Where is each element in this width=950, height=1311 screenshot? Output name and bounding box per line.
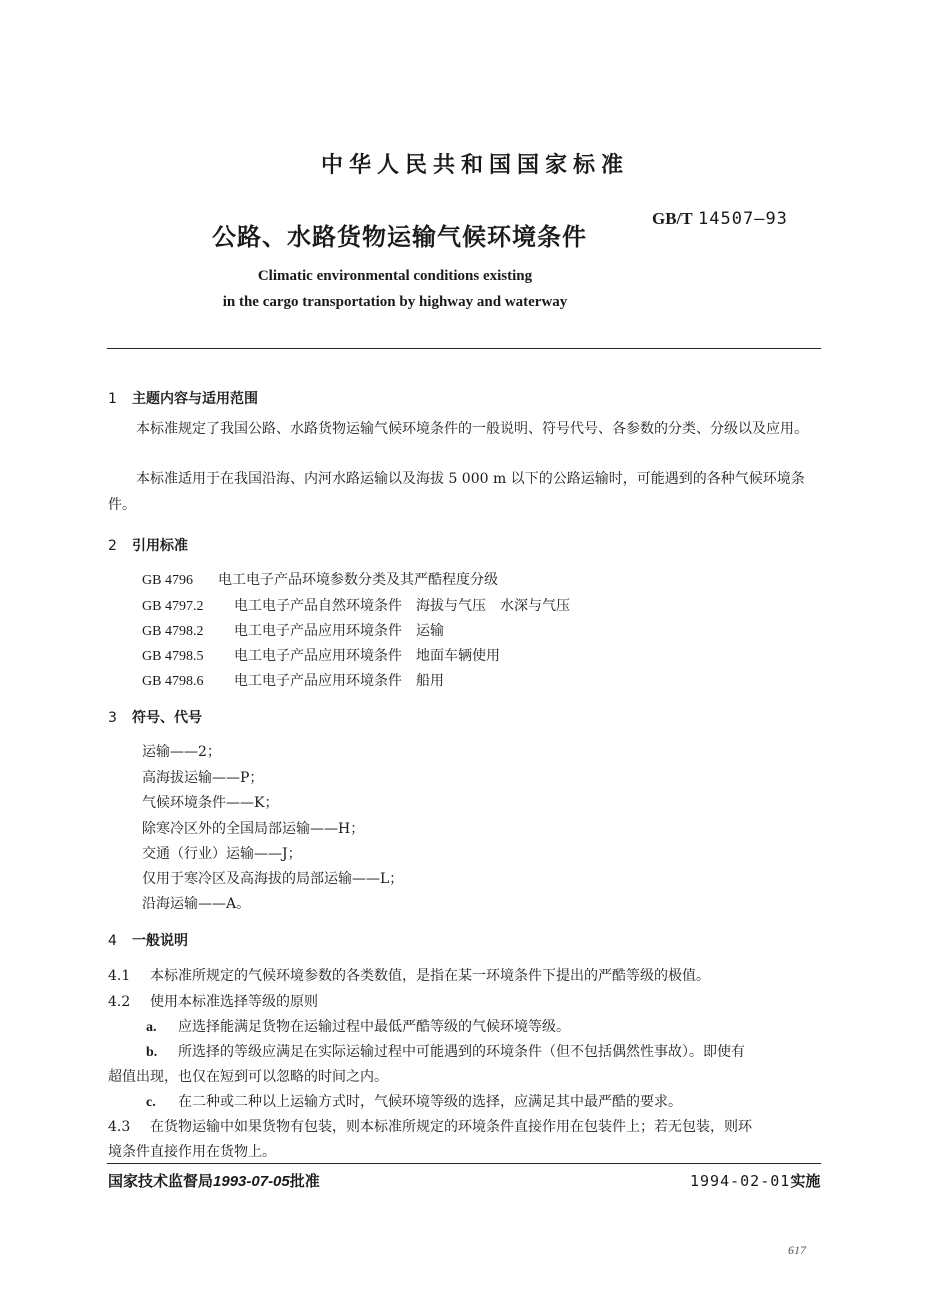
- symbol-item: 高海拔运输——P；: [142, 770, 264, 786]
- reference-code: GB 4798.2: [142, 624, 204, 639]
- item-text: 应选择能满足货物在运输过程中最低严酷等级的气候环境等级。: [178, 1019, 570, 1035]
- reference-item: [142, 670, 444, 690]
- reference-title: 电工电子产品应用环境条件 运输: [234, 623, 444, 639]
- section-3-heading: [108, 707, 202, 727]
- section-2-title: 引用标准: [132, 538, 188, 554]
- clause-4-3: [108, 1116, 752, 1136]
- clause-text: 使用本标准选择等级的原则: [150, 994, 318, 1010]
- standard-number: [652, 209, 788, 229]
- standard-title-en-line2: in the cargo transportation by highway and waterway: [222, 294, 568, 310]
- symbol-item: 交通（行业）运输——J；: [142, 846, 302, 862]
- item-text: 所选择的等级应满足在实际运输过程中可能遇到的环境条件（但不包括偶然性事故）。即使有: [178, 1044, 745, 1060]
- section-2-heading: [108, 535, 188, 555]
- reference-title: 电工电子产品应用环境条件 地面车辆使用: [234, 648, 500, 664]
- standard-prefix: GB/T: [652, 209, 693, 228]
- reference-code: GB 4798.5: [142, 649, 204, 664]
- section-2-number: 2: [108, 538, 117, 554]
- reference-code: GB 4798.6: [142, 674, 204, 689]
- approval-line: [108, 1170, 320, 1191]
- section-4-title: 一般说明: [132, 933, 188, 949]
- reference-title: 电工电子产品自然环境条件 海拔与气压 水深与气压: [234, 598, 570, 614]
- header-divider: [107, 348, 821, 349]
- clause-4-2-item-b: [146, 1041, 745, 1061]
- reference-item: [142, 569, 498, 589]
- reference-item: [142, 595, 570, 615]
- clause-4-3-continued: 境条件直接作用在货物上。: [108, 1144, 276, 1160]
- clause-4-2-item-b-continued: 超值出现，也仅在短到可以忽略的时间之内。: [108, 1069, 388, 1085]
- page-number: 617: [788, 1243, 806, 1257]
- clause-number: 4.3: [108, 1119, 131, 1135]
- approval-org: 国家技术监督局: [108, 1172, 214, 1190]
- implementation-date: 1994-02-01: [690, 1172, 791, 1190]
- standard-title-en-line1: Climatic environmental conditions existing: [257, 268, 533, 284]
- standard-title-cn: 公路、水路货物运输气候环境条件: [212, 223, 587, 251]
- symbol-item: 除寒冷区外的全国局部运输——H；: [142, 821, 365, 837]
- clause-text: 本标准所规定的气候环境参数的各类数值，是指在某一环境条件下提出的严酷等级的极值。: [150, 968, 710, 984]
- reference-title: 电工电子产品环境参数分类及其严酷程度分级: [218, 572, 498, 588]
- section-3-number: 3: [108, 710, 117, 726]
- clause-number: 4.2: [108, 994, 131, 1010]
- symbol-item: 仅用于寒冷区及高海拔的局部运输——L；: [142, 871, 404, 887]
- section-3-title: 符号、代号: [132, 710, 202, 726]
- footer-divider: [107, 1163, 821, 1164]
- reference-item: [142, 620, 444, 640]
- section-4-heading: [108, 930, 188, 950]
- implementation-line: [690, 1170, 820, 1191]
- symbol-item: 气候环境条件——K；: [142, 795, 279, 811]
- reference-title: 电工电子产品应用环境条件 船用: [234, 673, 444, 689]
- item-label: b.: [146, 1045, 158, 1060]
- reference-code: GB 4797.2: [142, 599, 204, 614]
- approval-word: 批准: [289, 1172, 320, 1190]
- section-1-number: 1: [108, 391, 117, 407]
- item-label: c.: [146, 1095, 156, 1110]
- item-label: a.: [146, 1020, 157, 1035]
- section-1-heading: [108, 388, 258, 408]
- approval-date: 1993-07-05: [213, 1173, 290, 1190]
- symbol-item: 运输——2；: [142, 744, 221, 760]
- section-1-paragraph-2: 本标准适用于在我国沿海、内河水路运输以及海拔 5 000 m 以下的公路运输时，可能遇到的各种气候环境条件。: [108, 471, 805, 513]
- symbol-item: 沿海运输——A。: [142, 896, 251, 912]
- clause-text: 在货物运输中如果货物有包装，则本标准所规定的环境条件直接作用在包装件上；若无包装，则环: [150, 1119, 752, 1135]
- standard-code: 14507—93: [698, 209, 788, 229]
- clause-4-2: [108, 991, 318, 1011]
- section-1-paragraph-1: 本标准规定了我国公路、水路货物运输气候环境条件的一般说明、符号代号、各参数的分类、分级以及应用。: [136, 421, 808, 437]
- section-1-title: 主题内容与适用范围: [132, 391, 258, 407]
- reference-item: [142, 645, 500, 665]
- reference-code: GB 4796: [142, 573, 193, 588]
- clause-4-2-item-c: [146, 1091, 682, 1111]
- clause-4-1: [108, 965, 710, 985]
- implementation-word: 实施: [790, 1172, 821, 1190]
- section-4-number: 4: [108, 933, 117, 949]
- clause-4-2-item-a: [146, 1016, 570, 1036]
- item-text: 在二种或二种以上运输方式时，气候环境等级的选择，应满足其中最严酷的要求。: [178, 1094, 682, 1110]
- issuing-body-title: 中华人民共和国国家标准: [320, 153, 629, 178]
- clause-number: 4.1: [108, 968, 131, 984]
